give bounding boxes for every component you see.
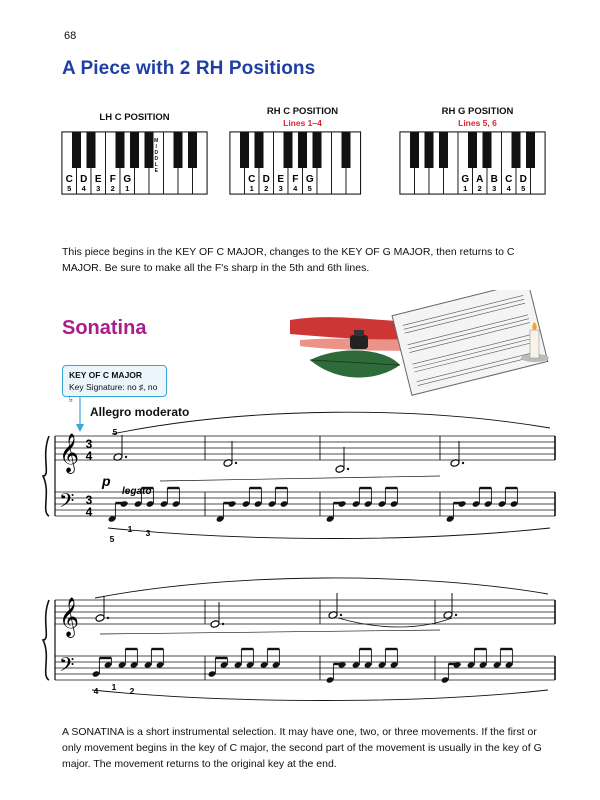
note-dot <box>222 623 224 625</box>
time-sig-bottom: 4 <box>85 505 93 519</box>
key-letter: D <box>80 174 88 185</box>
black-key <box>174 132 183 168</box>
black-key <box>188 132 197 168</box>
note-dot <box>455 614 457 616</box>
finger-number: 5 <box>521 184 526 193</box>
finger-mark: 1 <box>111 682 117 692</box>
middle-label-letter: I <box>155 144 157 150</box>
black-key <box>87 132 96 168</box>
key-letter: D <box>262 174 270 185</box>
black-key <box>255 132 264 168</box>
black-key <box>240 132 249 168</box>
finger-number: 4 <box>506 184 511 193</box>
black-key <box>425 132 434 168</box>
finger-number: 3 <box>278 184 283 193</box>
footer-text: A SONATINA is a short instrumental selection. It may have one, two, or three movements. If the first or only movement begins in the key of C major, the second part of the movement is usually in the key of G major. The movement returns to the original key at the end. <box>62 726 542 770</box>
music-system <box>43 412 555 544</box>
black-key <box>130 132 139 168</box>
slur <box>95 578 548 598</box>
black-key <box>512 132 521 168</box>
note-dot <box>347 468 349 470</box>
key-letter: F <box>292 174 299 185</box>
key-letter: A <box>476 174 484 185</box>
page-number: 68 <box>64 30 77 42</box>
key-callout-text: Key Signature: no ♯, no ♭ <box>69 382 158 404</box>
key-letter: F <box>109 174 116 185</box>
note-dot <box>107 617 109 619</box>
finger-number: 1 <box>125 184 130 193</box>
middle-label-letter: M <box>235 138 240 144</box>
expression-marking: legato <box>122 486 152 497</box>
time-sig-bottom: 4 <box>85 449 93 463</box>
finger-number: 4 <box>81 184 86 193</box>
keyboard-3 <box>400 132 545 194</box>
finger-number: 5 <box>67 184 72 193</box>
finger-mark: 5 <box>112 427 118 437</box>
black-key <box>116 132 125 168</box>
callout-arrow-head <box>76 424 84 432</box>
middle-label-letter: D <box>235 156 240 162</box>
black-key <box>313 132 322 168</box>
middle-label-letter: E <box>235 168 239 174</box>
finger-mark: 5 <box>109 534 115 544</box>
black-key <box>410 132 419 168</box>
keyboard-1 <box>62 132 207 194</box>
finger-number: 2 <box>110 184 115 193</box>
key-letter: G <box>305 174 314 185</box>
middle-label-letter: D <box>405 150 410 156</box>
hairline <box>100 630 440 634</box>
middle-label-letter: D <box>154 150 159 156</box>
black-key <box>342 132 351 168</box>
brace <box>43 436 49 516</box>
middle-label-letter: L <box>154 162 158 168</box>
time-sig-top: 3 <box>85 493 93 507</box>
finger-number: 1 <box>249 184 254 193</box>
finger-mark: 1 <box>127 524 133 534</box>
key-letter: E <box>277 174 285 185</box>
bass-clef: 𝄢 <box>59 654 75 681</box>
black-key <box>298 132 307 168</box>
middle-label-letter: D <box>405 156 410 162</box>
note-dot <box>125 456 127 458</box>
keyboard-2-label: RH C POSITION <box>266 106 339 117</box>
note-dot <box>235 462 237 464</box>
middle-label-letter: L <box>405 162 409 168</box>
note-dot <box>462 462 464 464</box>
finger-mark: 4 <box>93 686 99 696</box>
brace <box>43 600 49 680</box>
finger-number: 5 <box>307 184 312 193</box>
key-letter: C <box>248 174 256 185</box>
intro-text: This piece begins in the KEY OF C MAJOR, changes to the KEY OF G MAJOR, then returns to C MAJOR. Be sure to make all the F's sharp in the 5th and 6th lines. <box>62 246 515 274</box>
middle-label-letter: E <box>405 168 409 174</box>
key-letter: D <box>519 174 527 185</box>
dynamic-marking: p <box>102 473 111 489</box>
finger-mark: 2 <box>129 686 135 696</box>
black-key <box>526 132 535 168</box>
middle-label-letter: M <box>405 138 410 144</box>
slur <box>92 690 548 701</box>
half-note <box>335 465 345 474</box>
keyboard-2 <box>230 132 361 194</box>
middle-label-letter: D <box>235 150 240 156</box>
keyboard-2-sub: Lines 1–4 <box>283 118 322 128</box>
hairline <box>160 476 440 481</box>
key-letter: B <box>490 174 498 185</box>
middle-label-letter: L <box>235 162 239 168</box>
treble-clef: 𝄞 <box>59 598 80 636</box>
key-letter: C <box>505 174 513 185</box>
treble-clef: 𝄞 <box>59 434 80 472</box>
key-signature-callout <box>62 365 167 404</box>
finger-number: 3 <box>492 184 497 193</box>
middle-label-letter: D <box>154 156 159 162</box>
note-dot <box>340 614 342 616</box>
slur <box>108 528 550 539</box>
key-letter: G <box>461 174 470 185</box>
half-note <box>210 620 220 629</box>
keyboard-1-label: LH C POSITION <box>99 112 170 123</box>
middle-label-letter: I <box>406 144 408 150</box>
black-key <box>284 132 293 168</box>
keyboard-3-label: RH G POSITION <box>441 106 514 117</box>
finger-number: 1 <box>463 184 468 193</box>
finger-number: 2 <box>477 184 482 193</box>
time-sig-top: 3 <box>85 437 93 451</box>
middle-label-letter: M <box>154 138 159 144</box>
key-letter: E <box>94 174 102 185</box>
key-letter: C <box>65 174 73 185</box>
piece-title: Sonatina <box>62 317 147 339</box>
finger-number: 3 <box>96 184 101 193</box>
tempo-marking: Allegro moderato <box>90 405 190 419</box>
middle-label-letter: I <box>236 144 238 150</box>
half-note <box>95 614 105 623</box>
sheet-music-illustration <box>290 290 560 400</box>
keyboard-3-sub: Lines 5, 6 <box>458 118 497 128</box>
black-key <box>145 132 154 168</box>
key-callout-title: KEY OF C MAJOR <box>69 370 143 380</box>
black-key <box>468 132 477 168</box>
black-key <box>72 132 81 168</box>
black-key <box>439 132 448 168</box>
finger-mark: 3 <box>145 528 151 538</box>
finger-number: 2 <box>264 184 269 193</box>
key-letter: G <box>123 174 132 185</box>
bass-clef: 𝄢 <box>59 490 75 517</box>
page-title: A Piece with 2 RH Positions <box>62 58 316 79</box>
music-system <box>43 578 555 701</box>
middle-label-letter: E <box>154 168 158 174</box>
black-key <box>483 132 492 168</box>
finger-number: 4 <box>293 184 298 193</box>
